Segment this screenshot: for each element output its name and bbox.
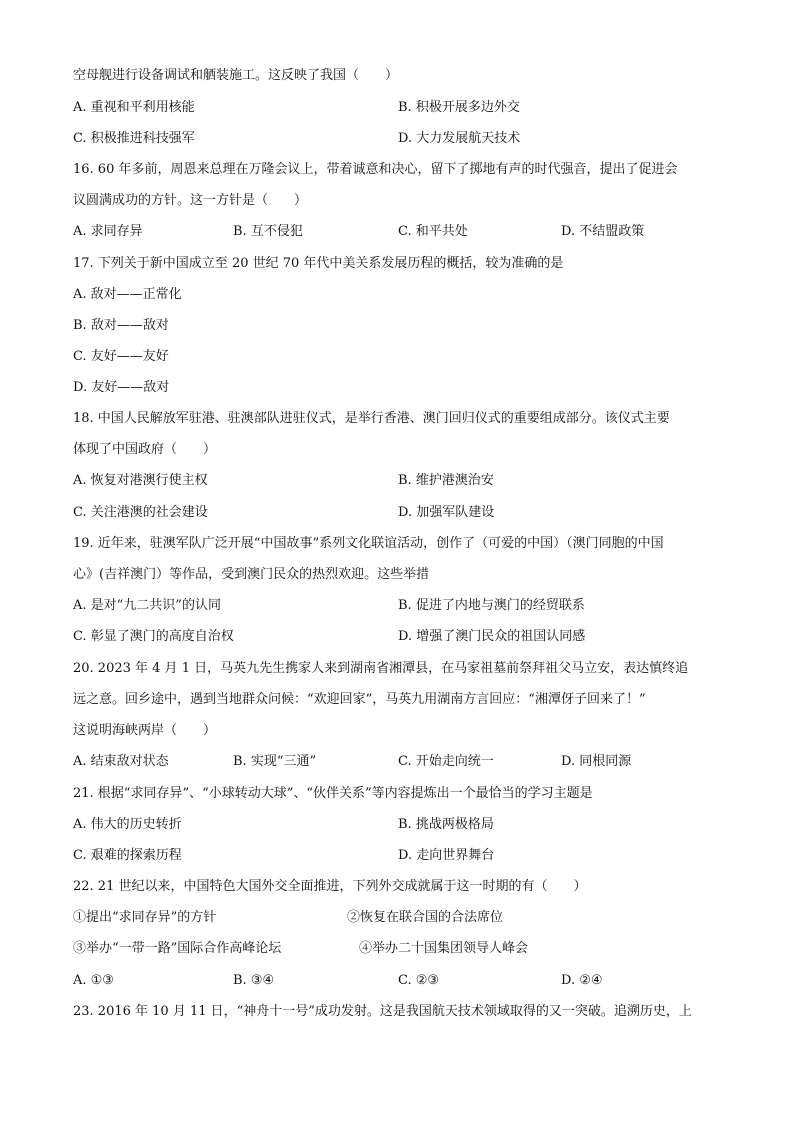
q17-option-d[interactable]: D. 友好——敌对 [73,380,170,395]
q17-stem: 17. 下列关于新中国成立至 20 世纪 70 年代中美关系发展历程的概括，较为准确的是 [73,256,564,271]
q16-option-a[interactable]: A. 求同存异 [73,224,143,239]
q23-stem-line1: 23. 2016 年 10 月 11 日，“神舟十一号”成功发射。这是我国航天技术领域取得的又一突破。追溯历史，上 [73,1004,692,1019]
q21-stem: 21. 根据“求同存异”、“小球转动大球”、“伙伴关系”等内容提炼出一个最恰当的学习主题是 [73,786,593,801]
q15-option-d[interactable]: D. 大力发展航天技术 [398,131,521,146]
q21-option-a[interactable]: A. 伟大的历史转折 [73,817,182,832]
q20-option-d[interactable]: D. 同根同源 [561,754,632,769]
q20-option-c[interactable]: C. 开始走向统一 [398,754,494,769]
q16-stem-line2: 议圆满成功的方针。这一方针是（ ） [73,193,308,208]
q18-option-c[interactable]: C. 关注港澳的社会建设 [73,505,208,520]
q20-stem-line2: 远之意。回乡途中，遇到当地群众问候：“欢迎回家”，马英九用湖南方言回应：“湘潭伢子回来了！” [73,692,646,707]
q20-options [73,753,724,771]
q15-stem: 空母舰进行设备调试和舾装施工。这反映了我国（ ） [73,68,399,83]
q19-stem-line2: 心》(吉祥澳门）等作品，受到澳门民众的热烈欢迎。这些举措 [73,567,430,582]
q19-option-b[interactable]: B. 促进了内地与澳门的经贸联系 [398,598,585,613]
q16-option-c[interactable]: C. 和平共处 [398,224,468,239]
q22-item-4: ④举办二十国集团领导人峰会 [359,941,529,956]
q15-option-b[interactable]: B. 积极开展多边外交 [398,100,520,115]
q15-option-c[interactable]: C. 积极推进科技强军 [73,131,195,146]
q18-stem-line1: 18. 中国人民解放军驻港、驻澳部队进驻仪式，是举行香港、澳门回归仪式的重要组成部分。该仪式主要 [73,411,670,426]
q22-item-3: ③举办“一带一路”国际合作高峰论坛 [73,941,282,956]
q19-option-a[interactable]: A. 是对“九二共识”的认同 [73,598,221,613]
q20-stem-line1: 20. 2023 年 4 月 1 日，马英九先生携家人来到湖南省湘潭县，在马家祖墓前祭拜祖父马立安，表达慎终追 [73,661,689,676]
q16-option-d[interactable]: D. 不结盟政策 [561,224,645,239]
q20-stem-line3: 这说明海峡两岸（ ） [73,723,217,738]
q22-item-2: ②恢复在联合国的合法席位 [347,910,504,925]
q18-option-b[interactable]: B. 维护港澳治安 [398,473,494,488]
q15-option-a[interactable]: A. 重视和平利用核能 [73,100,195,115]
q22-item-1: ①提出“求同存异”的方针 [73,910,217,925]
q18-option-d[interactable]: D. 加强军队建设 [398,505,495,520]
q18-stem-line2: 体现了中国政府（ ） [73,442,217,457]
q22-stem: 22. 21 世纪以来，中国特色大国外交全面推进，下列外交成就属于这一时期的有（ ） [73,879,587,894]
q20-option-a[interactable]: A. 结束敌对状态 [73,754,169,769]
q20-option-b[interactable]: B. 实现“三通” [233,754,317,769]
q19-option-c[interactable]: C. 彰显了澳门的高度自治权 [73,629,234,644]
q16-stem-line1: 16. 60 年多前，周恩来总理在万隆会议上，带着诚意和决心，留下了掷地有声的时代强音，提出了促进会 [73,162,678,177]
q19-option-d[interactable]: D. 增强了澳门民众的祖国认同感 [398,629,586,644]
q17-option-b[interactable]: B. 敌对——敌对 [73,318,169,333]
q16-options [73,223,724,241]
q22-option-a[interactable]: A. ①③ [73,973,114,988]
q17-option-c[interactable]: C. 友好——友好 [73,349,169,364]
q22-options [73,972,724,990]
q22-option-c[interactable]: C. ②③ [398,973,440,988]
q21-option-c[interactable]: C. 艰难的探索历程 [73,848,182,863]
q16-option-b[interactable]: B. 互不侵犯 [233,224,303,239]
q21-option-b[interactable]: B. 挑战两极格局 [398,817,494,832]
q22-option-b[interactable]: B. ③④ [233,973,275,988]
q18-option-a[interactable]: A. 恢复对港澳行使主权 [73,473,208,488]
q21-option-d[interactable]: D. 走向世界舞台 [398,848,495,863]
q17-option-a[interactable]: A. 敌对——正常化 [73,287,182,302]
q19-stem-line1: 19. 近年来，驻澳军队广泛开展“中国故事”系列文化联谊活动，创作了（可爱的中国）（澳门同胞的中国 [73,536,664,551]
q22-option-d[interactable]: D. ②④ [561,973,603,988]
